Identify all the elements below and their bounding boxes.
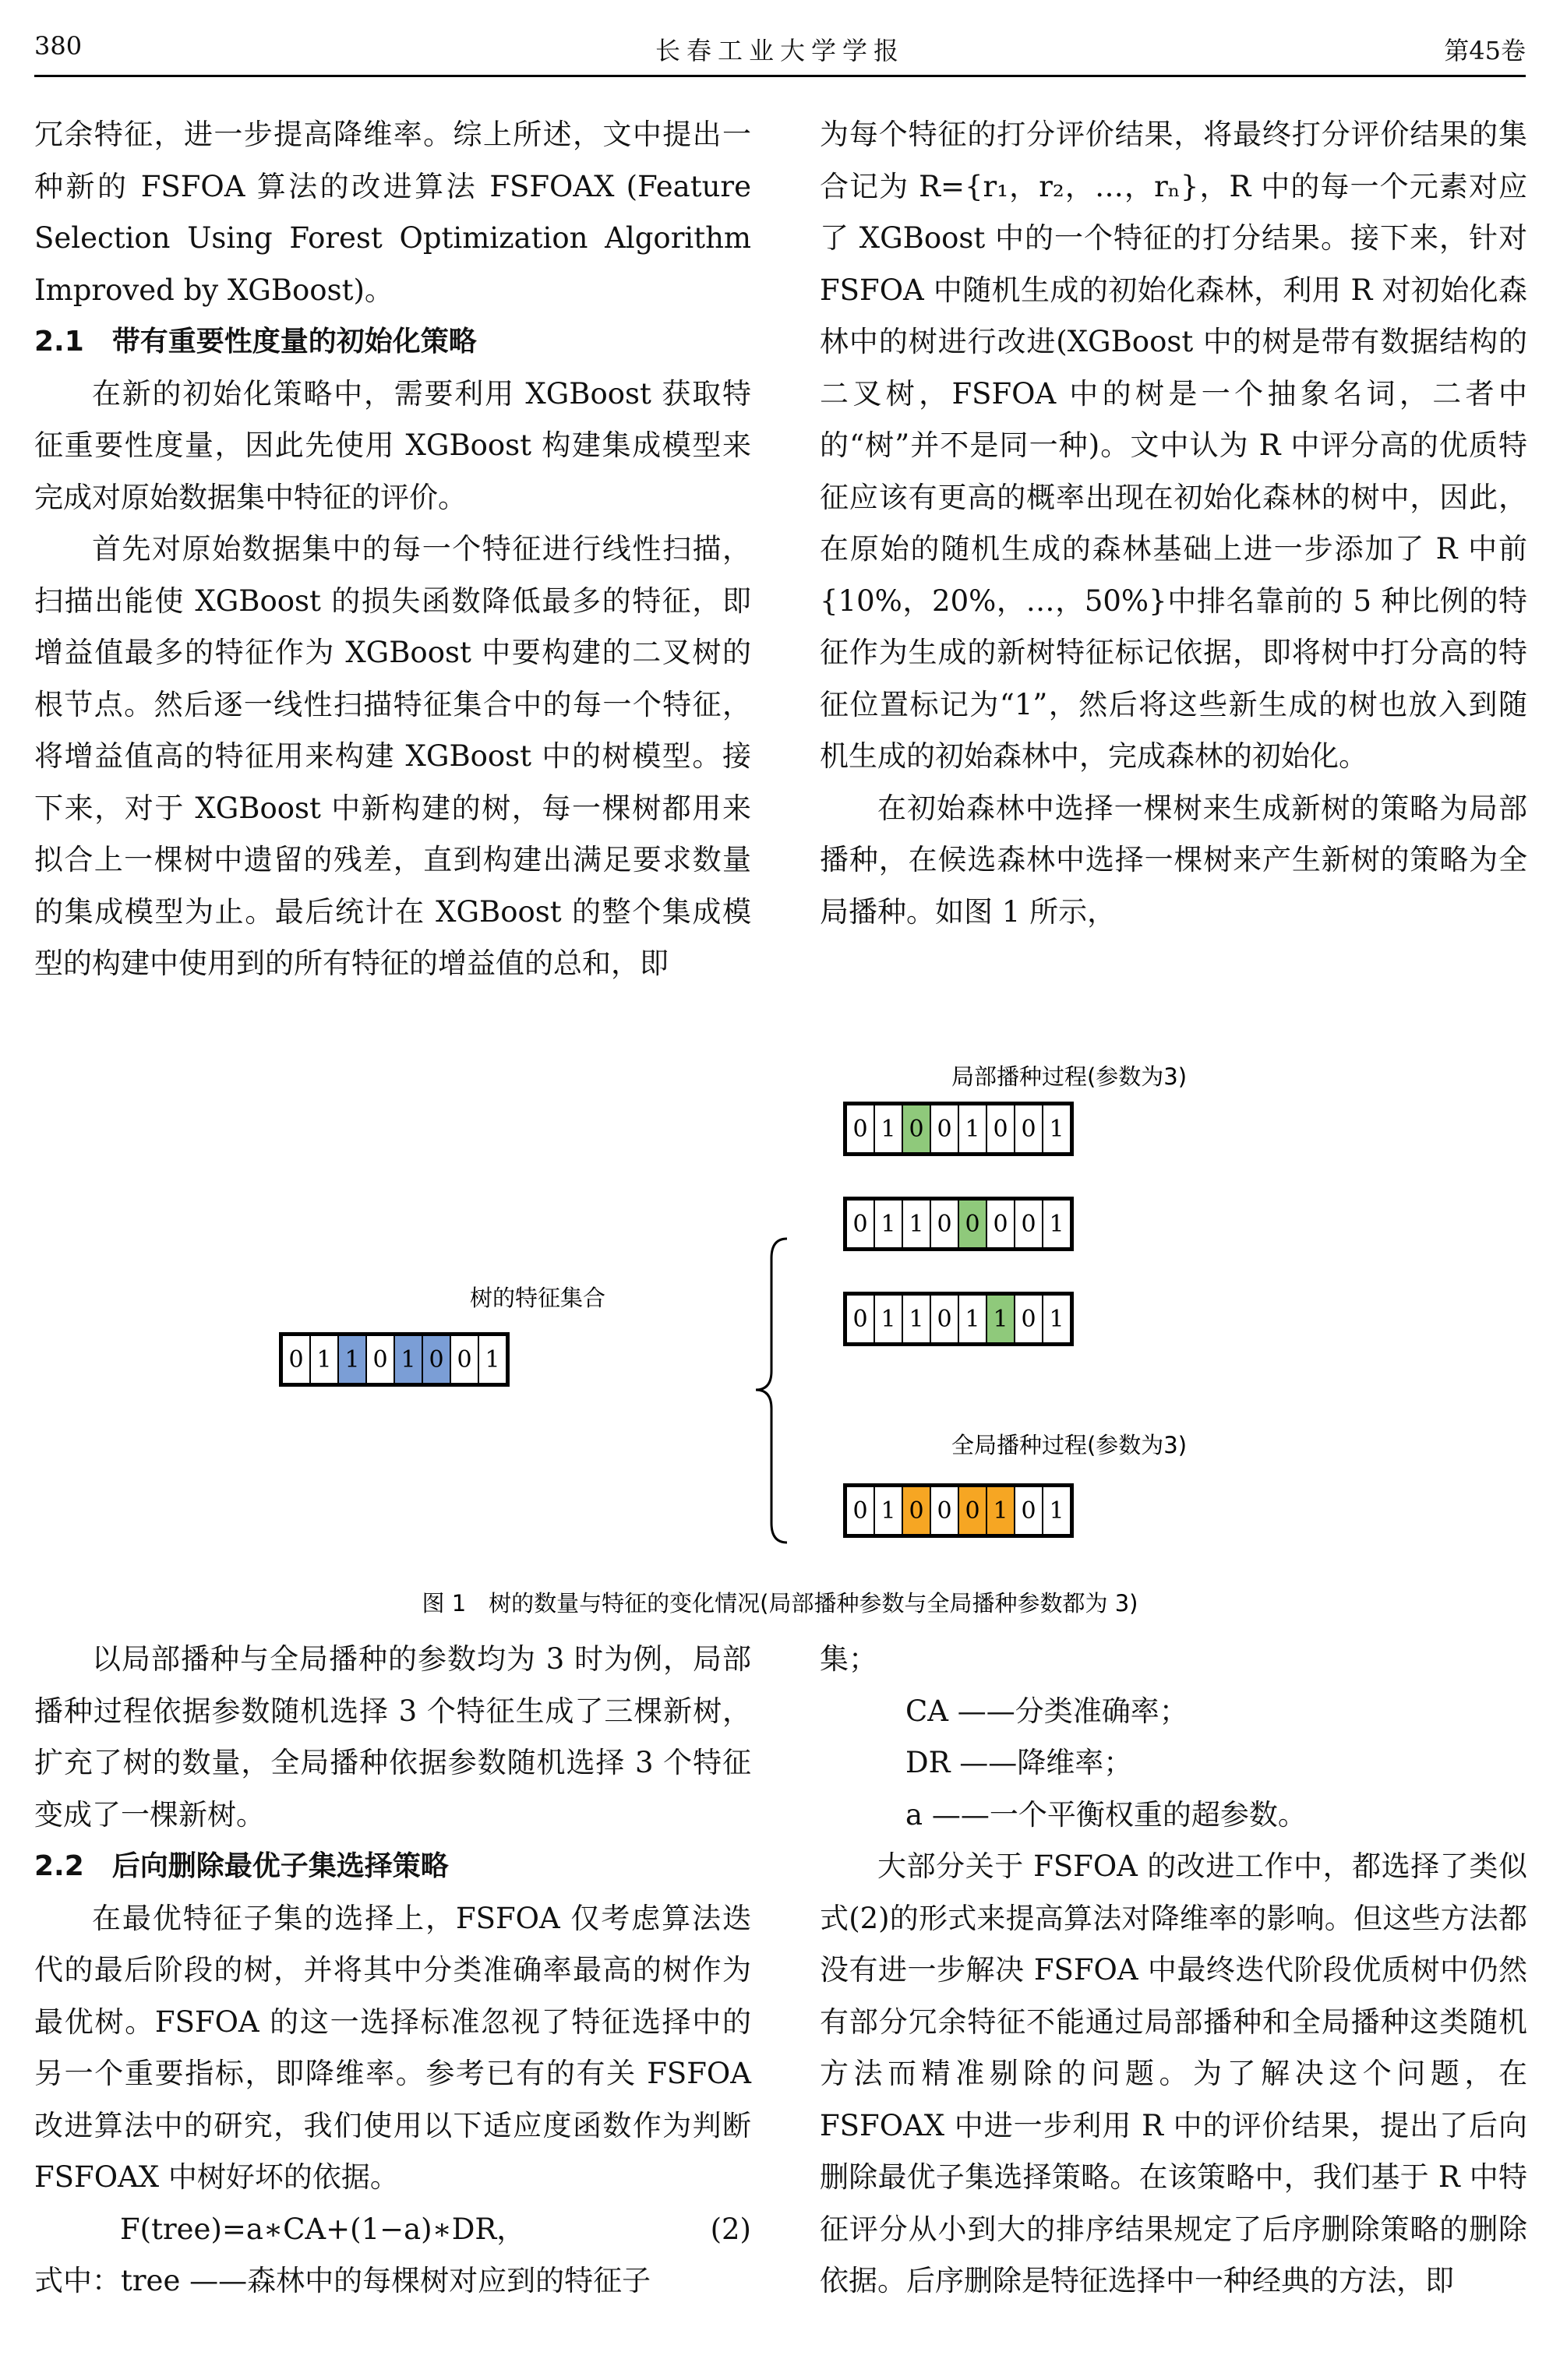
- feature-bit: 1: [1049, 1497, 1064, 1525]
- equation-number: (2): [710, 2212, 751, 2246]
- section-heading-2-2: 2.2 后向删除最优子集选择策略: [34, 1850, 449, 1882]
- right-column-top: [820, 109, 1527, 938]
- feature-bit: 0: [909, 1497, 924, 1525]
- feature-bit: 1: [881, 1211, 896, 1238]
- left-column-top: [34, 109, 751, 990]
- feature-bit: 1: [401, 1346, 416, 1373]
- feature-bit: 0: [288, 1346, 304, 1373]
- left-column-bottom: [34, 1634, 751, 2308]
- feature-bit: 0: [965, 1497, 980, 1525]
- feature-bit: 1: [1049, 1116, 1064, 1143]
- feature-bit: 1: [993, 1306, 1008, 1333]
- feature-bit: 0: [1021, 1306, 1036, 1333]
- figure-diagram: [0, 1044, 1560, 1628]
- left-tree-title: 树的特征集合: [469, 1285, 606, 1311]
- feature-bit: 0: [937, 1306, 952, 1333]
- local-tree-row-1: [845, 1103, 1072, 1155]
- paragraph: 在初始森林中选择一棵树来生成新树的策略为局部播种，在候选森林中选择一棵树来产生新树的策略为全局播种。如图 1 所示，: [820, 791, 1527, 929]
- paragraph: 以局部播种与全局播种的参数均为 3 时为例，局部播种过程依据参数随机选择 3 个特征生成了三棵新树，扩充了树的数量，全局播种依据参数随机选择 3 个特征变成了一棵新树。: [34, 1642, 751, 1832]
- feature-bit: 0: [965, 1211, 980, 1238]
- feature-bit: 0: [937, 1497, 952, 1525]
- volume-label: 第45卷: [1444, 36, 1526, 65]
- feature-bit: 1: [909, 1306, 924, 1333]
- feature-bit: 0: [852, 1497, 868, 1525]
- feature-bit: 1: [881, 1116, 896, 1143]
- equation-2: [34, 2204, 751, 2256]
- definition-dr: DR ——降维率；: [905, 1746, 1133, 1779]
- feature-bit: 0: [852, 1116, 868, 1143]
- paragraph: 在新的初始化策略中，需要利用 XGBoost 获取特征重要性度量，因此先使用 XGBoost 构建集成模型来完成对原始数据集中特征的评价。: [34, 376, 751, 514]
- definition-a: a ——一个平衡权重的超参数。: [905, 1797, 1307, 1832]
- feature-bit: 1: [965, 1116, 980, 1143]
- feature-bit: 1: [485, 1346, 500, 1373]
- definition-ca: CA ——分类准确率；: [905, 1694, 1188, 1728]
- feature-bit: 0: [1021, 1116, 1036, 1143]
- local-tree-row-3: [845, 1293, 1072, 1345]
- feature-bit: 1: [881, 1306, 896, 1333]
- paragraph: 在最优特征子集的选择上，FSFOA 仅考虑算法迭代的最后阶段的树，并将其中分类准确率最高的树作为最优树。FSFOA 的这一选择标准忽视了特征选择中的另一个重要指标，即降维率。参考已有的有关 FSFOA 改进算法中的研究，我们使用以下适应度函数作为判断 FSFOAX 中树好坏的依据。: [34, 1901, 751, 2194]
- figure-1: [0, 1044, 1560, 1628]
- feature-bit: 1: [965, 1306, 980, 1333]
- feature-bit: 0: [457, 1346, 472, 1373]
- paragraph: 冗余特征，进一步提高降维率。综上所述，文中提出一种新的 FSFOA 算法的改进算法 FSFOAX (Feature Selection Using Forest Optimization Algorithm Improved by XGBoost)。: [34, 118, 751, 307]
- feature-bit: 0: [1021, 1211, 1036, 1238]
- feature-bit: 0: [937, 1211, 952, 1238]
- feature-bit: 0: [909, 1116, 924, 1143]
- running-header: [34, 31, 1526, 70]
- feature-bit: 1: [1049, 1211, 1064, 1238]
- feature-bit: 1: [1049, 1306, 1064, 1333]
- global-tree-row: [845, 1485, 1072, 1536]
- feature-bit: 0: [937, 1116, 952, 1143]
- feature-bit: 1: [909, 1211, 924, 1238]
- feature-bit: 0: [429, 1346, 444, 1373]
- paragraph: 为每个特征的打分评价结果，将最终打分评价结果的集合记为 R={r₁，r₂，…，rₙ}，R 中的每一个元素对应了 XGBoost 中的一个特征的打分结果。接下来，针对 FSFOA 中随机生成的初始化森林，利用 R 对初始化森林中的树进行改进(XGBoost 中的树是带有数据结构的二叉树，FSFOA 中的树是一个抽象名词，二者中的“树”并不是同一种)。文中认为 R 中评分高的优质特征应该有更高的概率出现在初始化森林的树中，因此，在原始的随机生成的森林基础上进一步添加了 R 中前{10%，20%，…，50%}中排名靠前的 5 种比例的特征作为生成的新树特征标记依据，即将树中打分高的特征位置标记为“1”，然后将这些新生成的树也放入到随机生成的初始森林中，完成森林的初始化。: [820, 118, 1527, 773]
- section-heading-2-1: 2.1 带有重要性度量的初始化策略: [34, 326, 477, 358]
- journal-title: 长春工业大学学报: [655, 36, 905, 65]
- paragraph: 首先对原始数据集中的每一个特征进行线性扫描，扫描出能使 XGBoost 的损失函数降低最多的特征，即增益值最多的特征作为 XGBoost 中要构建的二叉树的根节点。然后逐一线性扫描特征集合中的每一个特征，将增益值高的特征用来构建 XGBoost 中的树模型。接下来，对于 XGBoost 中新构建的树，每一棵树都用来拟合上一棵树中遗留的残差，直到构建出满足要求数量的集成模型为止。最后统计在 XGBoost 的整个集成模型的构建中使用到的所有特征的增益值的总和，即: [34, 532, 751, 980]
- right-column-bottom: [820, 1634, 1527, 2308]
- page-number: 380: [34, 31, 83, 61]
- feature-bit: 1: [993, 1497, 1008, 1525]
- paragraph: 大部分关于 FSFOA 的改进工作中，都选择了类似式(2)的形式来提高算法对降维率的影响。但这些方法都没有进一步解决 FSFOA 中最终迭代阶段优质树中仍然有部分冗余特征不能通过局部播种和全局播种这类随机方法而精准剔除的问题。为了解决这个问题，在 FSFOAX 中进一步利用 R 中的评价结果，提出了后向删除最优子集选择策略。在该策略中，我们基于 R 中特征评分从小到大的排序结果规定了后序删除策略的删除依据。后序删除是特征选择中一种经典的方法，即: [820, 1849, 1527, 2297]
- figure-caption: 图 1 树的数量与特征的变化情况(局部播种参数与全局播种参数都为 3): [422, 1590, 1138, 1617]
- left-tree-row: [281, 1334, 508, 1385]
- local-tree-row-2: [845, 1198, 1072, 1250]
- feature-bit: 0: [993, 1211, 1008, 1238]
- paragraph: 集；: [820, 1642, 877, 1676]
- feature-bit: 1: [344, 1346, 360, 1373]
- feature-rows: [281, 1103, 1072, 1536]
- feature-bit: 0: [372, 1346, 388, 1373]
- grouping-brace: [756, 1239, 787, 1543]
- feature-bit: 0: [852, 1211, 868, 1238]
- feature-bit: 0: [993, 1116, 1008, 1143]
- equation-formula: F(tree)=a∗CA+(1−a)∗DR，: [120, 2212, 526, 2246]
- feature-bit: 1: [881, 1497, 896, 1525]
- feature-bit: 1: [316, 1346, 332, 1373]
- header-rule: [34, 75, 1526, 77]
- global-seeding-title: 全局播种过程(参数为3): [951, 1432, 1188, 1458]
- local-seeding-title: 局部播种过程(参数为3): [951, 1063, 1188, 1090]
- paragraph: 式中：tree ——森林中的每棵树对应到的特征子: [34, 2264, 651, 2297]
- feature-bit: 0: [1021, 1497, 1036, 1525]
- feature-bit: 0: [852, 1306, 868, 1333]
